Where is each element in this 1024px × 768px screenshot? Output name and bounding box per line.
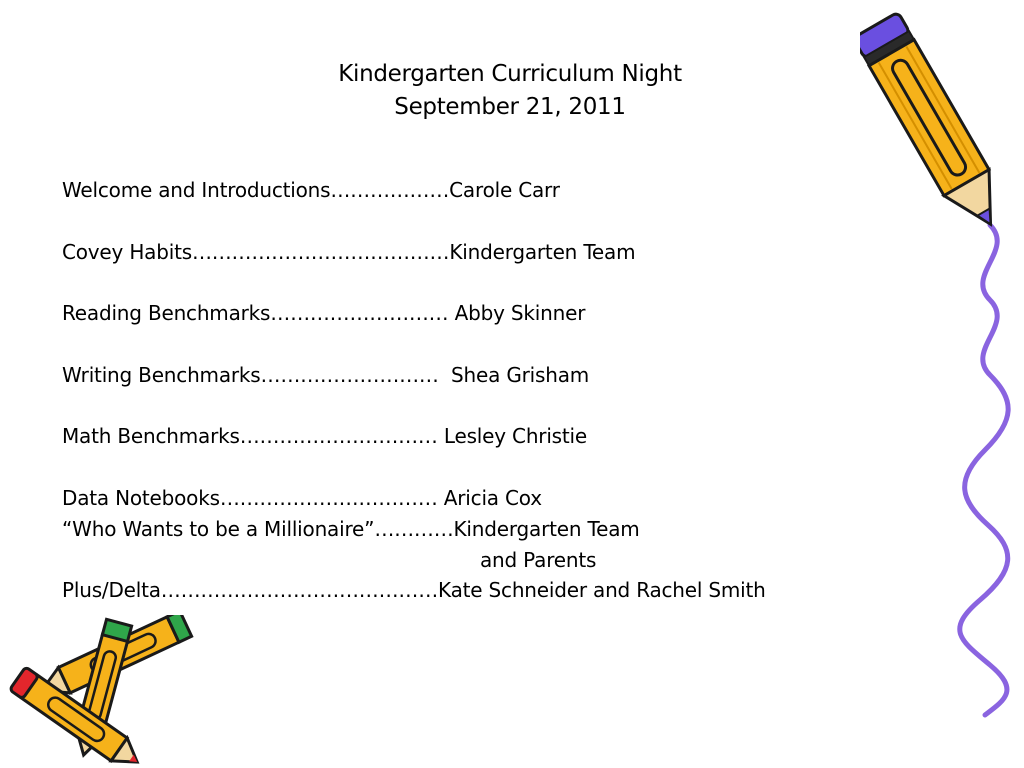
agenda-item-welcome: Welcome and Introductions………………Carole Carr	[62, 178, 560, 202]
agenda-spacer	[62, 206, 922, 237]
pencil-icon	[860, 0, 1010, 245]
title-line-1: Kindergarten Curriculum Night	[338, 61, 682, 87]
agenda-item-millionaire-continued: and Parents	[480, 547, 597, 572]
agenda-item-plus-delta: Plus/Delta……………………………………Kate Schneider and Rachel Smith	[62, 578, 766, 603]
agenda-item-reading-benchmarks: Reading Benchmarks……………………… Abby Skinner	[62, 301, 586, 326]
crossed-pencils-icon	[0, 615, 210, 765]
agenda-spacer	[62, 391, 922, 422]
agenda-item-millionaire: “Who Wants to be a Millionaire”…………Kindergarten Team	[62, 516, 640, 541]
agenda-spacer	[62, 267, 922, 298]
wavy-line-decoration	[950, 220, 1020, 720]
agenda-item-covey-habits: Covey Habits…………………………………Kindergarten Team	[62, 239, 636, 264]
agenda-list	[62, 175, 922, 606]
agenda-item-math-benchmarks: Math Benchmarks………………………… Lesley Christie	[62, 424, 587, 449]
agenda-spacer	[62, 452, 922, 483]
agenda-spacer	[62, 329, 922, 360]
slide-title	[200, 58, 820, 124]
agenda-item-writing-benchmarks: Writing Benchmarks……………………… Shea Grisham	[62, 362, 590, 387]
title-line-2: September 21, 2011	[394, 94, 626, 120]
agenda-item-data-notebooks: Data Notebooks…………………………… Aricia Cox	[62, 485, 542, 510]
